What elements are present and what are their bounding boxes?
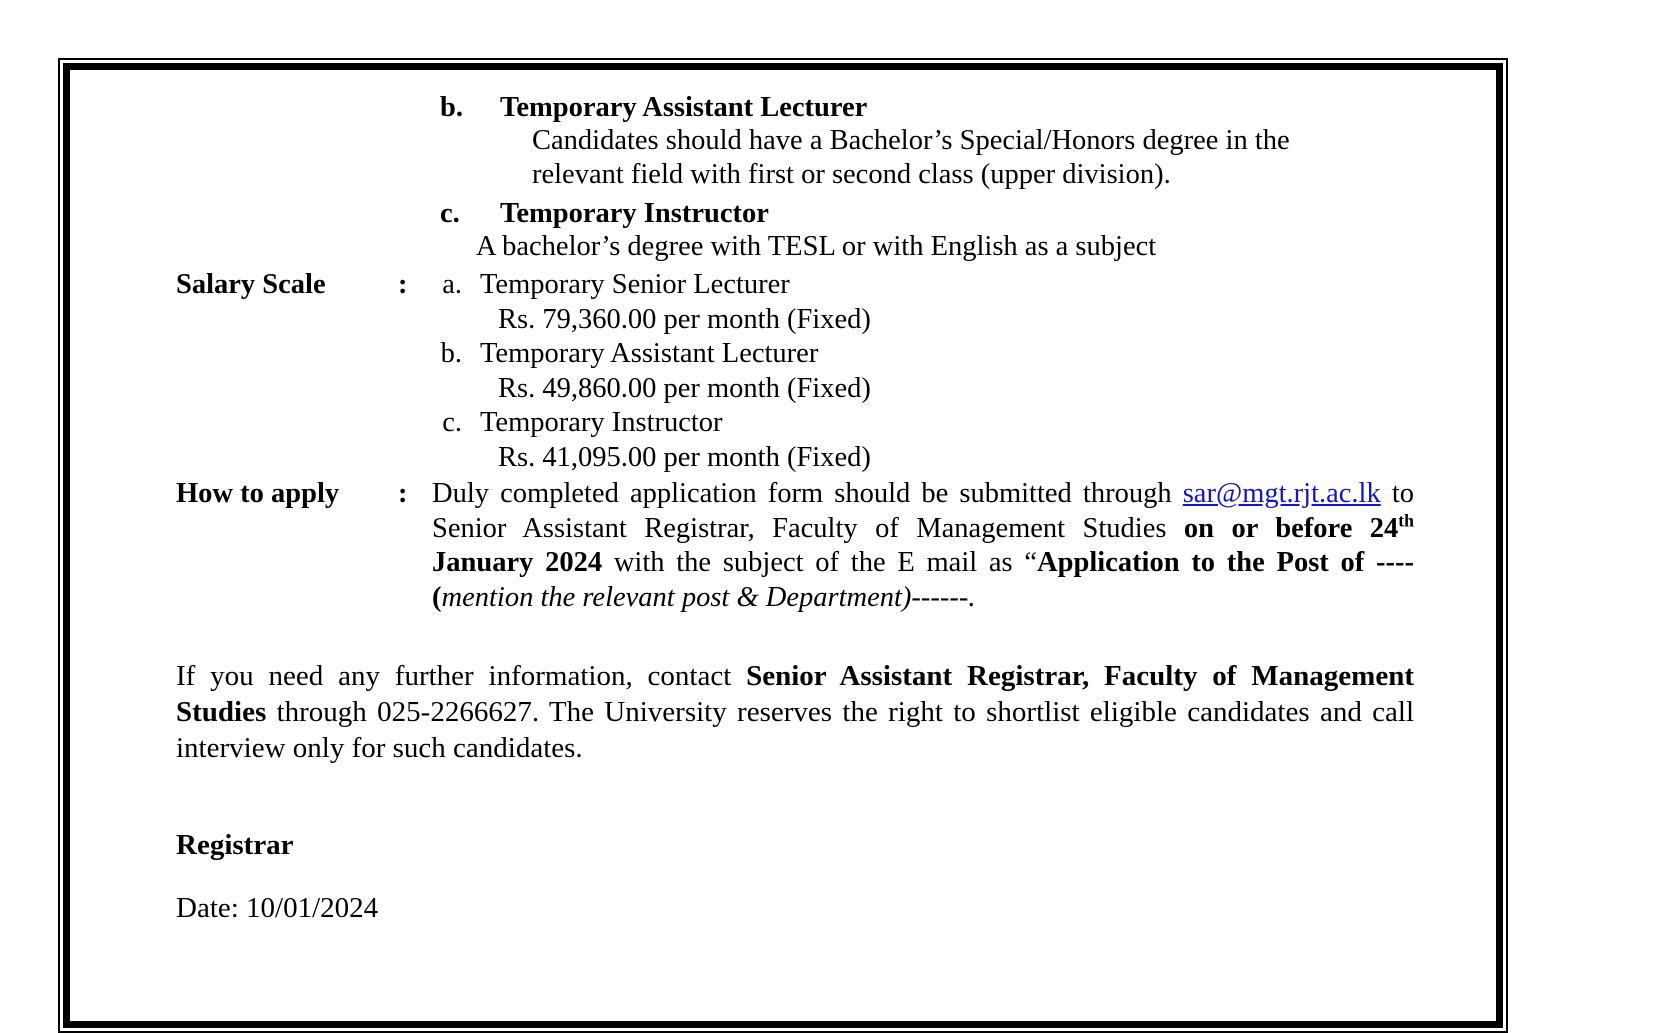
salary-entry-instructor bbox=[432, 406, 1414, 475]
qualification-item-b bbox=[176, 92, 1414, 193]
salary-scale-section bbox=[176, 268, 1414, 475]
application-email-link[interactable]: sar@mgt.rjt.ac.lk bbox=[1182, 478, 1381, 510]
apply-subject-italic: mention the relevant post & Department) bbox=[441, 581, 912, 613]
salary-post-b: Temporary Assistant Lecturer bbox=[480, 338, 819, 370]
apply-deadline-month-year: January 2024 bbox=[432, 547, 603, 579]
further-info-contact-bold: Senior Assistant Registrar, Faculty of Management Studies bbox=[176, 660, 1414, 729]
apply-subject-trailing: ------. bbox=[911, 581, 976, 613]
apply-subject-intro: with the subject of the E mail as “ bbox=[602, 547, 1038, 579]
salary-amount-b: Rs. 49,860.00 per month (Fixed) bbox=[498, 372, 871, 404]
qualification-title-c: Temporary Instructor bbox=[500, 197, 769, 229]
how-to-apply-section bbox=[176, 477, 1414, 615]
qualification-desc-c-line1: A bachelor’s degree with TESL or with English as a subject bbox=[476, 230, 1157, 262]
how-to-apply-body bbox=[432, 477, 1414, 615]
qualification-item-c bbox=[176, 198, 1414, 264]
salary-marker-a: a. bbox=[442, 269, 462, 301]
apply-text-after-email: to Senior Assistant Registrar, Faculty of Management Studies bbox=[432, 478, 1414, 544]
salary-scale-label: Salary Scale bbox=[176, 269, 326, 301]
further-info-text-1: If you need any further information, contact bbox=[176, 660, 747, 693]
document-content bbox=[176, 92, 1414, 992]
how-to-apply-label: How to apply bbox=[176, 478, 340, 510]
salary-amount-a: Rs. 79,360.00 per month (Fixed) bbox=[498, 303, 871, 335]
qualification-marker-b: b. bbox=[440, 92, 463, 123]
further-information-paragraph bbox=[176, 659, 1414, 767]
salary-marker-b: b. bbox=[440, 338, 462, 370]
further-info-phone: 025-2266627 bbox=[377, 696, 532, 729]
how-to-apply-colon: : bbox=[398, 478, 408, 510]
salary-scale-colon: : bbox=[398, 269, 408, 301]
qualification-heading-b bbox=[176, 92, 1414, 124]
further-info-text-2: through bbox=[266, 696, 378, 729]
apply-subject-bold: Application to the Post of ---- ( bbox=[432, 547, 1414, 613]
qualification-title-b: Temporary Assistant Lecturer bbox=[500, 92, 868, 123]
qualification-heading-c bbox=[176, 198, 1414, 230]
qualification-desc-b-line1: Candidates should have a Bachelor’s Special/Honors degree in the bbox=[532, 125, 1290, 156]
signature-designation: Registrar bbox=[176, 829, 294, 862]
salary-scale-list bbox=[432, 268, 1414, 475]
further-info-text-3: . The University reserves the right to shortlist eligible candidates and call interview only for such candidates. bbox=[176, 696, 1415, 765]
salary-marker-c: c. bbox=[442, 407, 462, 439]
apply-deadline-bold: on or before 24 bbox=[1183, 512, 1399, 544]
qualification-marker-c: c. bbox=[440, 197, 460, 229]
salary-entry-assistant-lecturer bbox=[432, 337, 1414, 406]
salary-post-c: Temporary Instructor bbox=[480, 407, 723, 439]
signature-date: Date: 10/01/2024 bbox=[176, 892, 379, 925]
apply-deadline-superscript: th bbox=[1398, 510, 1414, 531]
salary-post-a: Temporary Senior Lecturer bbox=[480, 269, 790, 301]
qualification-desc-b-line2: relevant field with first or second class (upper division). bbox=[532, 159, 1171, 191]
salary-entry-senior-lecturer bbox=[432, 268, 1414, 337]
salary-amount-c: Rs. 41,095.00 per month (Fixed) bbox=[498, 441, 871, 473]
apply-text-before-email: Duly completed application form should be submitted through bbox=[432, 478, 1183, 510]
